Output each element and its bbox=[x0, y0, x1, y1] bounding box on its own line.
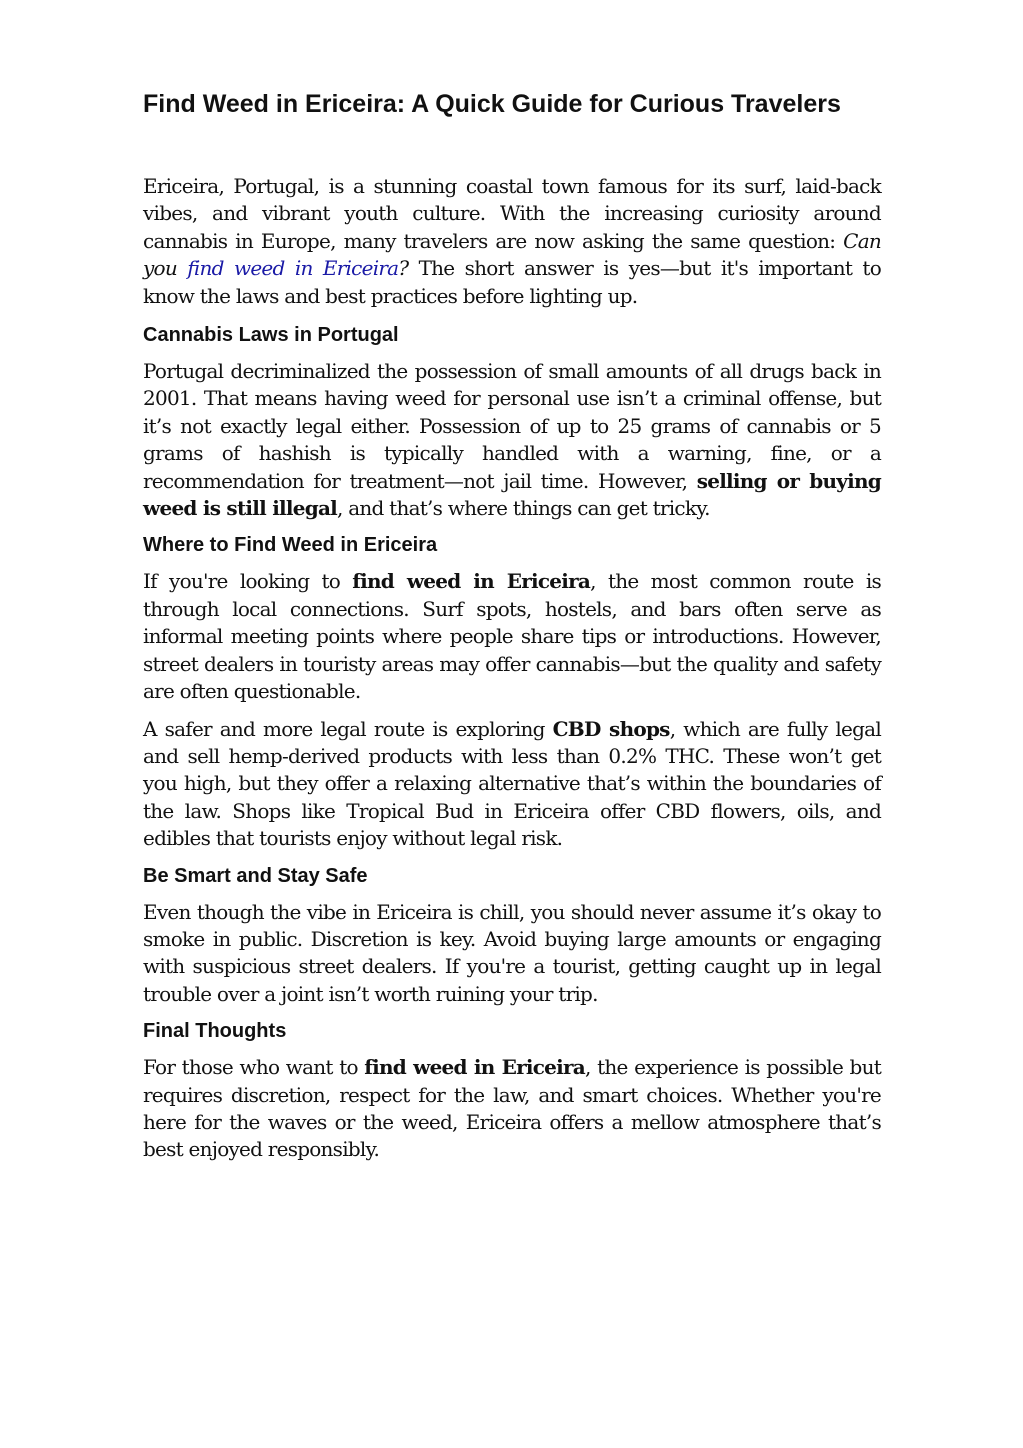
paragraph-bold-text: CBD shops bbox=[552, 716, 670, 741]
paragraph-bold-text: selling or buying weed is still illegal bbox=[143, 468, 882, 521]
intro-italic-2: ? bbox=[398, 256, 409, 281]
paragraph-text: , which are fully legal and sell hemp-derived products with less than 0.2% THC. These won’t get you high, but they offer a relaxing alternative that’s within the boundaries of the law. Shops like Tropical Bud in Ericeira offer CBD flowers, oils, and edibles that tourists enjoy without legal risk. bbox=[143, 716, 881, 851]
paragraph-text: , and that’s where things can get tricky. bbox=[337, 496, 710, 521]
section-paragraph bbox=[143, 716, 881, 853]
paragraph-text: , the experience is possible but requires discretion, respect for the law, and smart choices. Whether you're here for the waves or the weed, Ericeira offers a mellow atmosphere that’s best enjoyed responsibly. bbox=[143, 1055, 882, 1162]
paragraph-text: A safer and more legal route is exploring bbox=[143, 716, 553, 741]
paragraph-text: For those who want to bbox=[143, 1055, 365, 1080]
paragraph-text: If you're looking to bbox=[143, 569, 353, 594]
section-paragraph bbox=[143, 358, 881, 522]
section-heading-final-thoughts: Final Thoughts bbox=[143, 1020, 287, 1043]
find-weed-link[interactable]: find weed in Ericeira bbox=[187, 256, 399, 281]
section-paragraph bbox=[143, 1054, 881, 1164]
section-heading-stay-safe: Be Smart and Stay Safe bbox=[143, 864, 368, 887]
paragraph-text: , the most common route is through local connections. Surf spots, hostels, and bars often serve as informal meeting points where people share tips or introductions. However, street dealers in touristy areas may offer cannabis—but the quality and safety are often questionable. bbox=[143, 569, 881, 704]
paragraph-text: Portugal decriminalized the possession of small amounts of all drugs back in 2001. That means having weed for personal use isn’t a criminal offense, but it’s not exactly legal either. Possession of up to 25 grams of cannabis or 5 grams of hashish is typically handled with a warning, fine, or a recommendation for treatment—not jail time. However, bbox=[143, 359, 881, 493]
paragraph-text: Even though the vibe in Ericeira is chill, you should never assume it’s okay to smoke in public. Discretion is key. Avoid buying large amounts or engaging with suspicious street dealers. If you're a tourist, getting caught up in legal trouble over a joint isn’t worth ruining your trip. bbox=[143, 899, 881, 1006]
intro-text-1: Ericeira, Portugal, is a stunning coastal town famous for its surf, laid-back vibes, and vibrant youth culture. With the increasing curiosity around cannabis in Europe, many travelers are now asking the same question: bbox=[143, 174, 881, 253]
intro-italic-1: Can you bbox=[143, 228, 881, 281]
document-page bbox=[143, 88, 881, 1174]
intro-paragraph bbox=[143, 173, 881, 310]
section-paragraph bbox=[143, 568, 881, 705]
paragraph-bold-text: find weed in Ericeira bbox=[364, 1055, 585, 1080]
section-heading-where-to-find: Where to Find Weed in Ericeira bbox=[143, 534, 438, 557]
paragraph-bold-text: find weed in Ericeira bbox=[352, 569, 591, 594]
page-title: Find Weed in Ericeira: A Quick Guide for Curious Travelers bbox=[143, 90, 841, 118]
section-paragraph bbox=[143, 899, 881, 1009]
intro-text-2: The short answer is yes—but it's important to know the laws and best practices before lighting up. bbox=[143, 256, 882, 308]
section-heading-cannabis-laws: Cannabis Laws in Portugal bbox=[143, 324, 399, 347]
